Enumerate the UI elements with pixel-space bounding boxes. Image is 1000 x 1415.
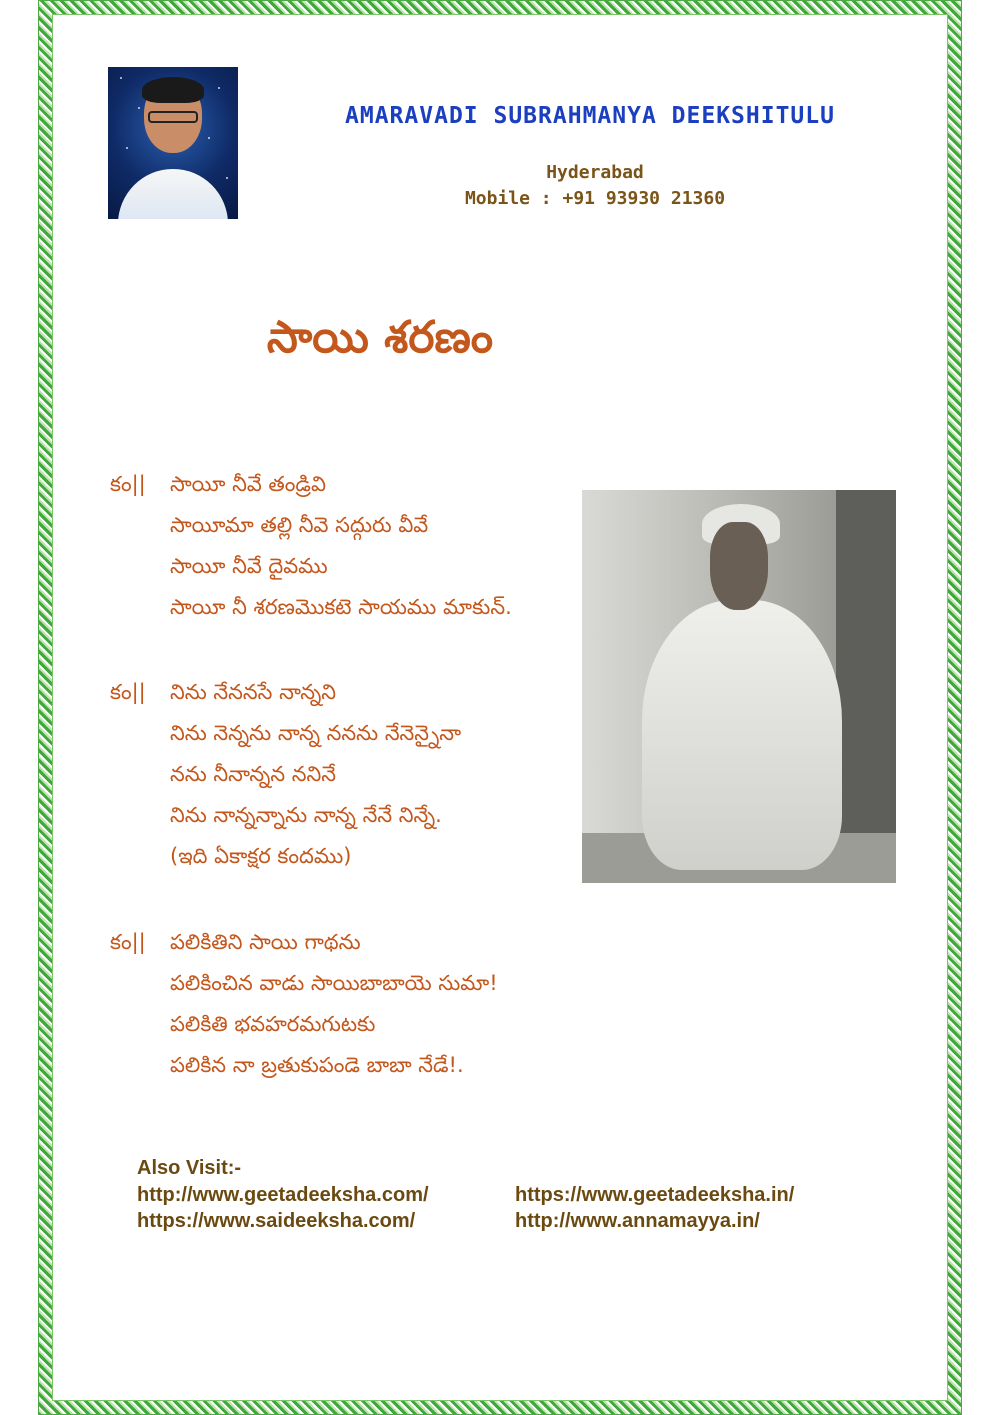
verse-marker: కం|| — [110, 472, 146, 496]
verse-line: నను నీనాన్నన ననినే — [170, 762, 336, 786]
verse-line: పలికితిని సాయి గాథను — [170, 930, 361, 954]
poem-title: సాయి శరణం — [266, 312, 494, 363]
verse-marker: కం|| — [110, 680, 146, 704]
saint-photo — [582, 490, 896, 883]
author-mobile: Mobile : +91 93930 21360 — [464, 188, 726, 209]
verse-line: నిను నెన్నను నాన్న ననను నేనెన్నైనా — [170, 721, 462, 745]
verse-line: పలికితి భవహరమగుటకు — [170, 1012, 376, 1036]
author-city: Hyderabad — [546, 162, 644, 183]
verse-line: (ఇది ఏకాక్షర కందము) — [170, 844, 352, 868]
link-annamayya-in[interactable]: http://www.annamayya.in/ — [515, 1210, 760, 1232]
verse-marker: కం|| — [110, 930, 146, 954]
verse-line: పలికిన నా బ్రతుకుపండె బాబా నేడే!. — [170, 1053, 464, 1077]
verse-line: సాయీ నీవే దైవము — [170, 554, 328, 578]
links-heading: Also Visit:- — [137, 1157, 242, 1179]
author-name: AMARAVADI SUBRAHMANYA DEEKSHITULU — [345, 103, 835, 129]
link-saideeksha-com[interactable]: https://www.saideeksha.com/ — [137, 1210, 416, 1232]
link-geetadeeksha-in[interactable]: https://www.geetadeeksha.in/ — [515, 1184, 795, 1206]
verse-line: నిను నాన్నన్నాను నాన్న నేనే నిన్నే. — [170, 803, 442, 827]
verse-line: సాయీ నీ శరణమొకటె సాయము మాకున్. — [170, 595, 512, 619]
author-photo — [108, 67, 238, 219]
verse-line: పలికించిన వాడు సాయిబాబాయె సుమా! — [170, 971, 498, 995]
verse-line: సాయీమా తల్లి నీవె సద్గురు వీవే — [170, 513, 429, 537]
link-geetadeeksha-com[interactable]: http://www.geetadeeksha.com/ — [137, 1184, 429, 1206]
verse-line: నిను నేననసే నాన్నని — [170, 680, 336, 704]
verse-line: సాయీ నీవే తండ్రివి — [170, 472, 326, 496]
